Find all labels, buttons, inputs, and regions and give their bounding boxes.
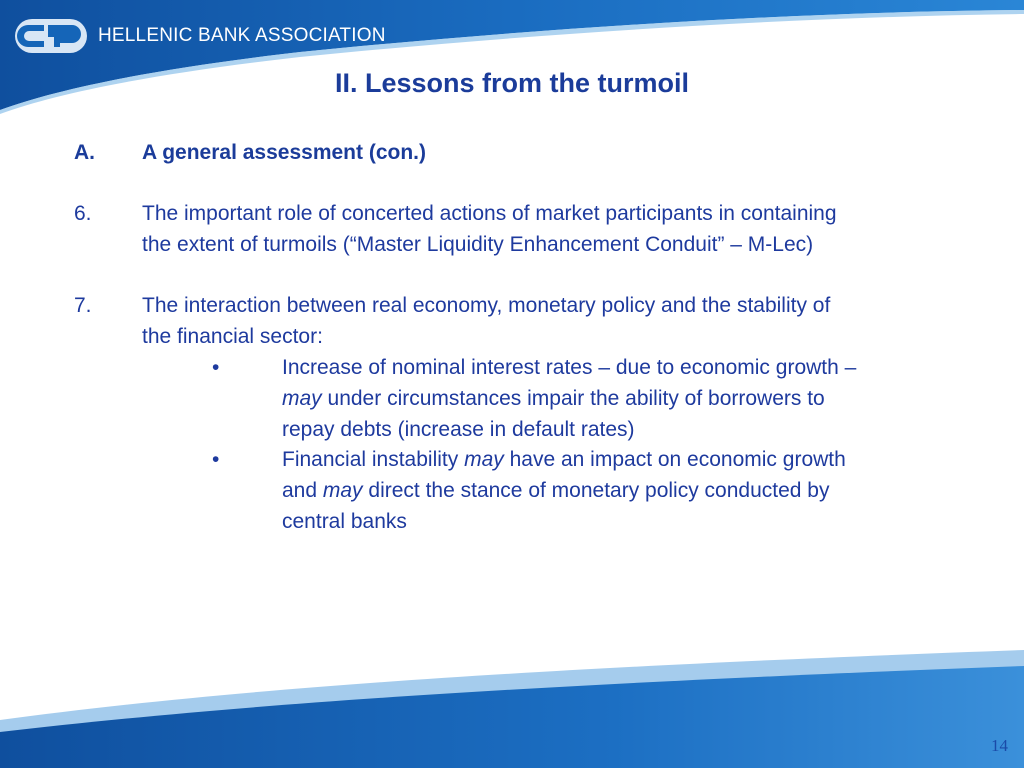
section-text: A general assessment (con.)	[142, 141, 426, 164]
emphasis: may	[322, 479, 363, 502]
bullet-line	[282, 444, 1002, 475]
bullet-line	[282, 383, 1002, 414]
bullet-text: have an impact on economic growth	[503, 448, 846, 471]
slide-title: II. Lessons from the turmoil	[334, 68, 690, 98]
bullet-symbol: •	[212, 356, 220, 379]
section-label: A.	[74, 141, 95, 164]
bullet-text: Financial instability	[282, 448, 465, 471]
bullet-line: repay debts (increase in default rates)	[282, 418, 635, 441]
header-logo	[14, 14, 386, 58]
bullet-text: direct the stance of monetary policy conducted by	[362, 479, 830, 502]
organization-name: HELLENIC BANK ASSOCIATION	[98, 25, 386, 46]
list-item-number: 6.	[74, 202, 92, 225]
bullet-text: and	[282, 479, 323, 502]
hba-logo-icon	[14, 15, 88, 57]
bullet-symbol: •	[212, 448, 220, 471]
bullet-line: Increase of nominal interest rates – due to economic growth –	[282, 356, 857, 379]
page-number: 14	[991, 736, 1008, 755]
bullet-line	[282, 475, 1002, 506]
bullet-line: central banks	[282, 510, 407, 533]
list-item-line: The important role of concerted actions of market participants in containing	[142, 202, 837, 225]
list-item-line: the financial sector:	[142, 325, 323, 348]
emphasis: may	[464, 448, 504, 471]
emphasis: may	[282, 387, 322, 410]
list-item-number: 7.	[74, 294, 92, 317]
bullet-text: under circumstances impair the ability of borrowers to	[321, 387, 825, 410]
list-item-line: The interaction between real economy, monetary policy and the stability of	[142, 294, 831, 317]
list-item-line: the extent of turmoils (“Master Liquidity Enhancement Conduit” – M-Lec)	[142, 233, 814, 256]
